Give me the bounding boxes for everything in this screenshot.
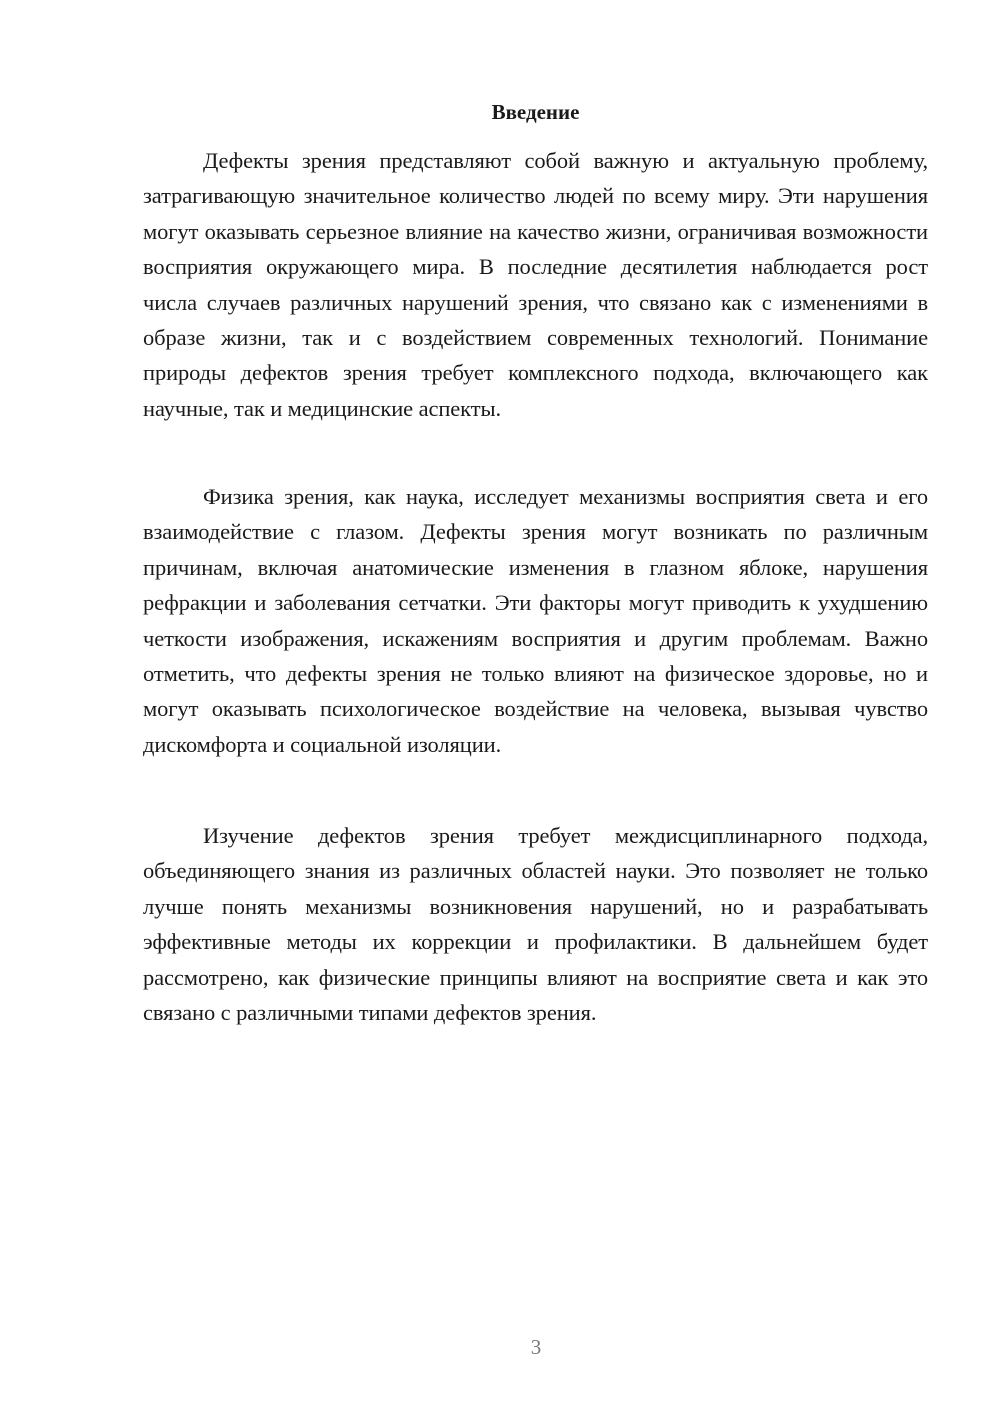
section-heading: Введение bbox=[491, 100, 580, 124]
paragraph-2: Физика зрения, как наука, исследует механизмы восприятия света и его взаимодействие с глазом. Дефекты зрения могут возникать по различным причинам, включая анатомические изменения в глазном яблоке, нарушения рефракции и заболевания сетчатки. Эти факторы могут приводить к ухудшению четкости изображения, искажениям восприятия и другим проблемам. Важно отметить, что дефекты зрения не только влияют на физическое здоровье, но и могут оказывать психологическое воздействие на человека, вызывая чувство дискомфорта и социальной изоляции. bbox=[143, 484, 928, 757]
page-number: 3 bbox=[530, 1335, 542, 1359]
paragraph-1: Дефекты зрения представляют собой важную и актуальную проблему, затрагивающую значительное количество людей по всему миру. Эти нарушения могут оказывать серьезное влияние на качество жизни, ограничивая возможности восприятия окружающего мира. В последние десятилетия наблюдается рост числа случаев различных нарушений зрения, что связано как с изменениями в образе жизни, так и с воздействием современных технологий. Понимание природы дефектов зрения требует комплексного подхода, включающего как научные, так и медицинские аспекты. bbox=[143, 148, 928, 421]
paragraph-3: Изучение дефектов зрения требует междисциплинарного подхода, объединяющего знания из различных областей науки. Это позволяет не только лучше понять механизмы возникновения нарушений, но и разрабатывать эффективные методы их коррекции и профилактики. В дальнейшем будет рассмотрено, как физические принципы влияют на восприятие света и как это связано с различными типами дефектов зрения. bbox=[143, 823, 928, 1026]
